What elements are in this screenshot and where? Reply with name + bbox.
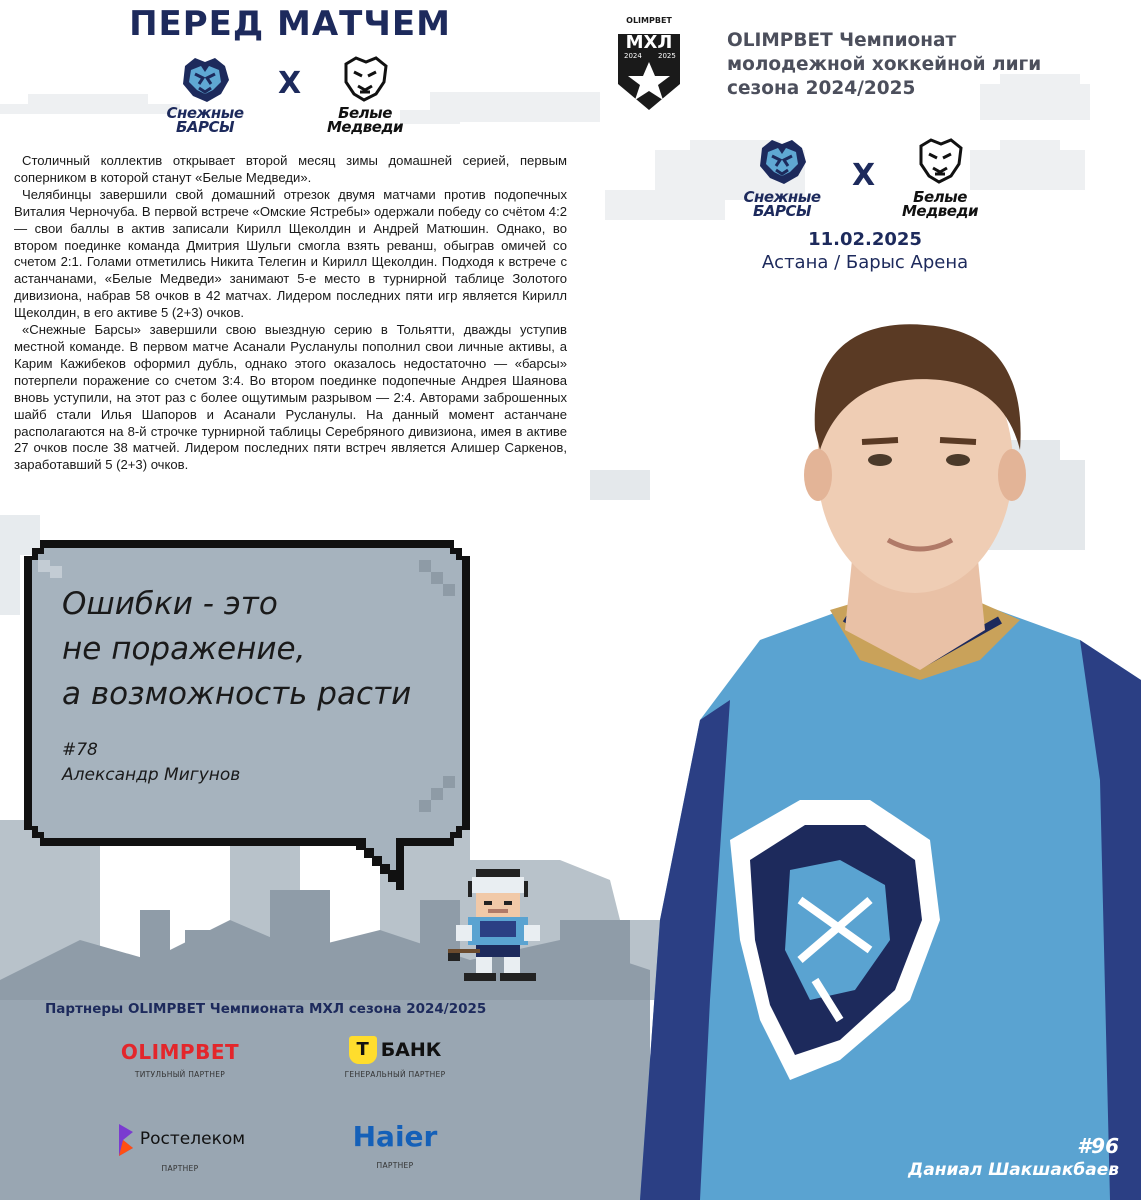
pixel-hockey-player-icon bbox=[448, 868, 548, 986]
player-name: Даниал Шакшакбаев bbox=[908, 1160, 1119, 1180]
partner-logo-haier: Haier bbox=[352, 1120, 438, 1153]
away-team-name-line1: Белые bbox=[338, 104, 392, 122]
home-team-name-line1: Снежные bbox=[166, 104, 244, 122]
away-team-name-line2: Медведи bbox=[326, 118, 403, 136]
quote-author: Александр Мигунов bbox=[62, 765, 241, 785]
quote-line-2: не поражение, bbox=[62, 631, 306, 667]
home-team-name-line2-right: БАРСЫ bbox=[752, 202, 812, 220]
league-title-line3: сезона 2024/2025 bbox=[727, 78, 916, 99]
polar-bear-icon bbox=[340, 56, 390, 102]
partner-caption-tbank: ГЕНЕРАЛЬНЫЙ ПАРТНЕР bbox=[344, 1070, 446, 1079]
partner-logo-rostelecom: Ростелеком bbox=[139, 1129, 246, 1149]
player-photo bbox=[640, 300, 1141, 1200]
article-paragraph-1: Столичный коллектив открывает второй месяц зимы домашней серией, первым соперником в которой станут «Белые Медведи». bbox=[14, 153, 567, 185]
league-badge bbox=[614, 12, 684, 112]
league-badge-year-right: 2025 bbox=[658, 52, 676, 60]
quote-player-number: #78 bbox=[62, 740, 98, 760]
page-title: ПЕРЕД МАТЧЕМ bbox=[129, 4, 451, 44]
away-team-logo bbox=[322, 56, 408, 142]
home-team-logo bbox=[160, 56, 250, 142]
home-team-logo-right bbox=[737, 138, 827, 228]
away-team-name-line2-right: Медведи bbox=[901, 202, 978, 220]
league-badge-top: OLIMPBET bbox=[626, 16, 672, 25]
match-date: 11.02.2025 bbox=[808, 229, 922, 250]
partner-haier[interactable] bbox=[330, 1120, 460, 1170]
versus-label: X bbox=[278, 66, 302, 101]
tbank-shield-icon: Т bbox=[349, 1036, 377, 1064]
match-venue: Астана / Барыс Арена bbox=[761, 252, 969, 273]
quote-line-1: Ошибки - это bbox=[62, 586, 278, 622]
article-paragraph-3: «Снежные Барсы» завершили свою выездную серию в Тольятти, дважды уступив местной команде. В первом матче Асанали Русланулы пополнил свои личные активы, а Карим Кажибеков оформил дубль, однако этого оказалось недостаточно — «барсы» потерпели поражение со счетом 3:4. Во втором поединке подопечные Андрея Шаянова вновь уступили, на этот раз с более ощутимым разрывом — 2:4. Авторами заброшенных шайб стали Илья Шапоров и Асанали Русланулы. На данный момент астанчане располагаются на 8-й строчке турнирной таблицы Серебряного дивизиона, имея в активе 27 очков после 38 матчей. Лидером последних пяти встреч является Алишер Саркенов, заработавший 5 (2+3) очков. bbox=[14, 322, 567, 473]
partner-logo-olimpbet: OLIMPBET bbox=[120, 1040, 240, 1064]
article-text bbox=[14, 153, 567, 474]
partner-olimpbet[interactable] bbox=[90, 1040, 270, 1079]
versus-label-right: X bbox=[852, 158, 876, 193]
partner-caption-rostelecom: ПАРТНЕР bbox=[161, 1164, 199, 1173]
rostelecom-icon bbox=[115, 1122, 137, 1156]
away-team-name-line1-right: Белые bbox=[913, 188, 967, 206]
league-badge-main: МХЛ bbox=[625, 32, 673, 53]
league-title-line1: OLIMPBET Чемпионат bbox=[727, 30, 957, 51]
league-title bbox=[727, 29, 1067, 101]
partners-title: Партнеры OLIMPBET Чемпионата МХЛ сезона 2024/2025 bbox=[45, 1001, 487, 1017]
snow-leopard-icon bbox=[754, 138, 810, 186]
article-paragraph-2: Челябинцы завершили свой домашний отрезок двумя матчами против подопечных Виталия Черночуба. В первой встрече «Омские Ястребы» одержали победу со счётом 4:2 — свои баллы в актив записали Кирилл Щеколдин и Андрей Матюшин. Однако, во втором поединке команда Дмитрия Шульги смогла взять реванш, обыграв омичей со счетом 2:1. Голами отметились Никита Телегин и Кирилл Щеколдин. Подходя к встрече с астанчанами, «Белые Медведи» занимают 5-е место в турнирной таблице Золотого дивизиона, набрав 58 очков в 42 матчах. Лидером последних пяти игр является Кирилл Щеколдин, в его активе 5 (2+3) очков. bbox=[14, 186, 567, 321]
home-team-name-line1-right: Снежные bbox=[743, 188, 821, 206]
quote-text bbox=[62, 582, 411, 717]
partner-tbank[interactable] bbox=[320, 1036, 470, 1079]
snow-leopard-icon bbox=[177, 56, 233, 104]
quote-line-3: а возможность расти bbox=[62, 676, 412, 712]
home-team-name-line2: БАРСЫ bbox=[175, 118, 235, 136]
league-title-line2: молодежной хоккейной лиги bbox=[727, 54, 1042, 75]
partner-caption-olimpbet: ТИТУЛЬНЫЙ ПАРТНЕР bbox=[134, 1070, 226, 1079]
partner-rostelecom[interactable] bbox=[100, 1122, 260, 1173]
polar-bear-icon bbox=[915, 138, 965, 184]
player-number: #96 bbox=[1077, 1134, 1119, 1158]
partner-logo-tbank: БАНК bbox=[380, 1039, 442, 1061]
league-badge-year-left: 2024 bbox=[624, 52, 642, 60]
partner-caption-haier: ПАРТНЕР bbox=[376, 1161, 414, 1170]
away-team-logo-right bbox=[897, 138, 983, 228]
